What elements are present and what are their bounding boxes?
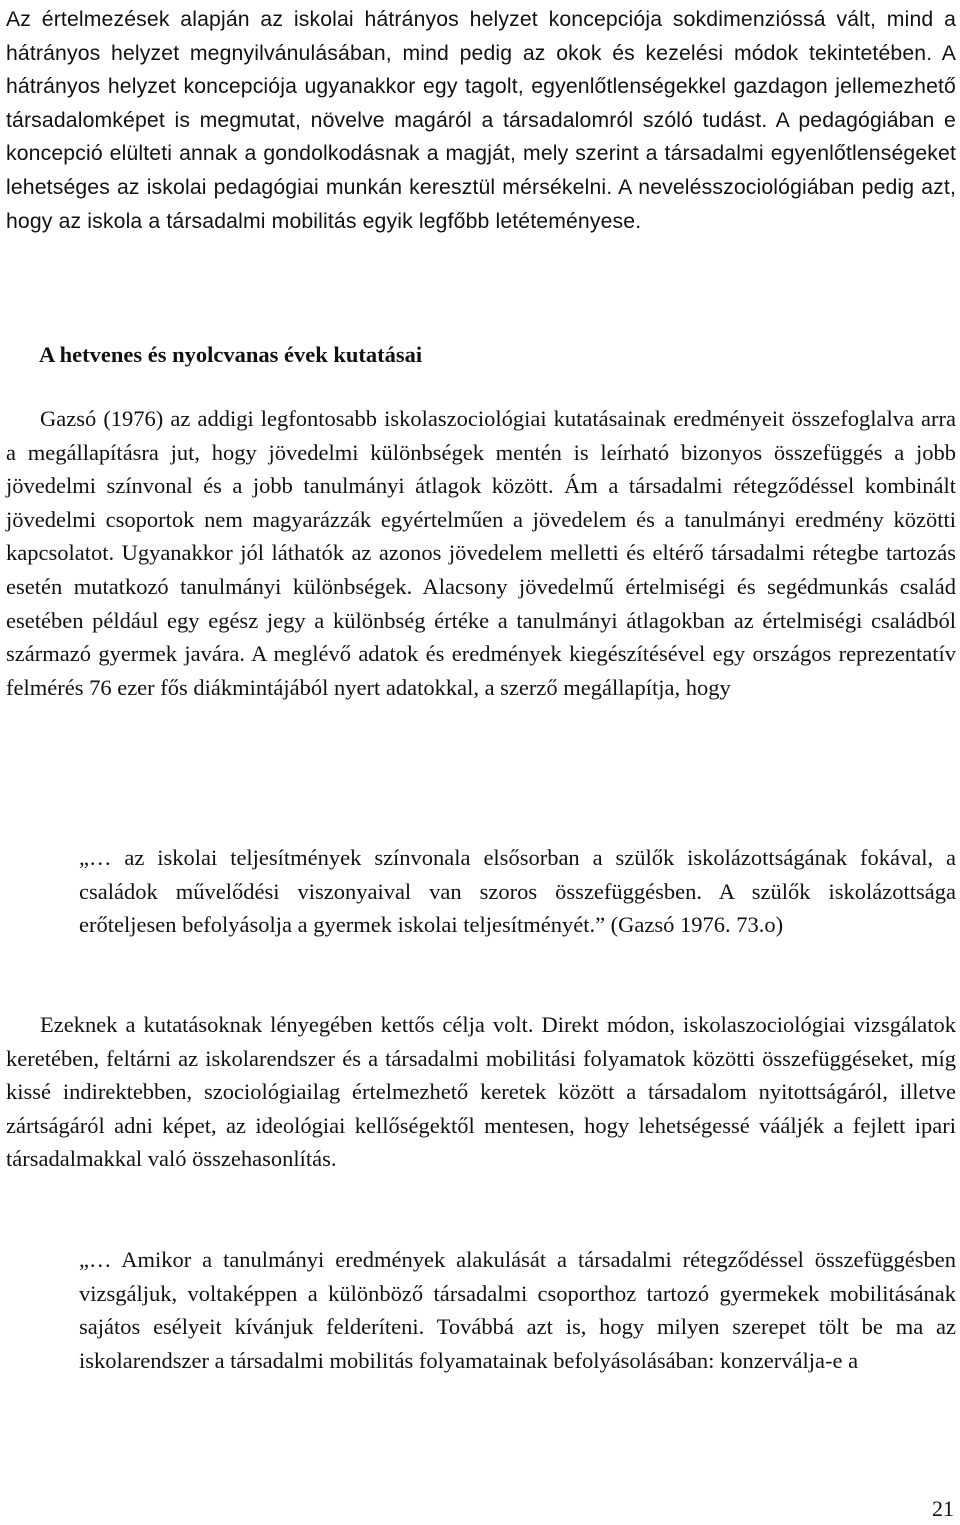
section-heading: A hetvenes és nyolcvanas évek kutatásai [39, 342, 423, 367]
paragraph-gazso: Gazsó (1976) az addigi legfontosabb iskolaszociológiai kutatásainak eredményeit összefoglalva arra a megállapításra jut, hogy jövedelmi különbségek mentén is leírható bizonyos összefüggés a jobb jövedelmi színvonal és a jobb tanulmányi átlagok között. Ám a társadalmi rétegződéssel kombinált jövedelmi csoportok nem magyarázzák egyértelműen a jövedelem és a tanulmányi eredmény közötti kapcsolatot. Ugyanakkor jól láthatók az azonos jövedelem melletti és eltérő társadalmi rétegbe tartozás esetén mutatkozó tanulmányi különbségek. Alacsony jövedelmű értelmiségi és segédmunkás család esetében például egy egész jegy a különbség értéke a tanulmányi átlagokban az értelmiségi családból származó gyermek javára. A meglévő adatok és eredmények kiegészítésével egy országos reprezentatív felmérés 76 ezer fős diákmintájából nyert adatokkal, a szerző megállapítja, hogy [6, 406, 956, 700]
block-quote-mobility: „… Amikor a tanulmányi eredmények alakulását a társadalmi rétegződéssel összefüggésben vizsgáljuk, voltaképpen a különböző társadalmi csoporthoz tartozó gyermekek mobilitásának sajátos esélyeit kívánjuk felderíteni. Továbbá azt is, hogy milyen szerepet tölt be ma az iskolarendszer a társadalmi mobilitás folyamatainak befolyásolásában: konzerválja-e a [79, 1247, 956, 1373]
paragraph-intro: Az értelmezések alapján az iskolai hátrányos helyzet koncepciója sokdimenzióssá vált, mind a hátrányos helyzet megnyilvánulásában, mind pedig az okok és kezelési módok tekintetében. A hátrányos helyzet koncepciója ugyanakkor egy tagolt, egyenlőtlenségekkel gazdagon jellemezhető társadalomképet is megmutat, növelve magáról a társadalomról szóló tudást. A pedagógiában e koncepció elülteti annak a gondolkodásnak a magját, mely szerint a társadalmi egyenlőtlenségeket lehetséges az iskolai pedagógiai munkán keresztül mérsékelni. A nevelésszociológiában pedig azt, hogy az iskola a társadalmi mobilitás egyik legfőbb letéteményese. [6, 8, 956, 233]
page-number: 21 [932, 1496, 954, 1521]
block-quote-gazso: „… az iskolai teljesítmények színvonala elsősorban a szülők iskolázottságának fokával, a családok művelődési viszonyaival van szoros összefüggésben. A szülők iskolázottsága erőteljesen befolyásolja a gyermek iskolai teljesítményét.” (Gazsó 1976. 73.o) [79, 845, 956, 938]
paragraph-research-aims: Ezeknek a kutatásoknak lényegében kettős célja volt. Direkt módon, iskolaszociológiai vizsgálatok keretében, feltárni az iskolarendszer és a társadalmi mobilitási folyamatok közötti összefüggéseket, míg kissé indirektebben, szociológiailag értelmezhető keretek között a társadalom nyitottságáról, illetve zártságáról adni képet, az ideológiai kellőségektől mentesen, hogy lehetségessé vááljék a fejlett ipari társadalmakkal való összehasonlítás. [6, 1012, 956, 1172]
